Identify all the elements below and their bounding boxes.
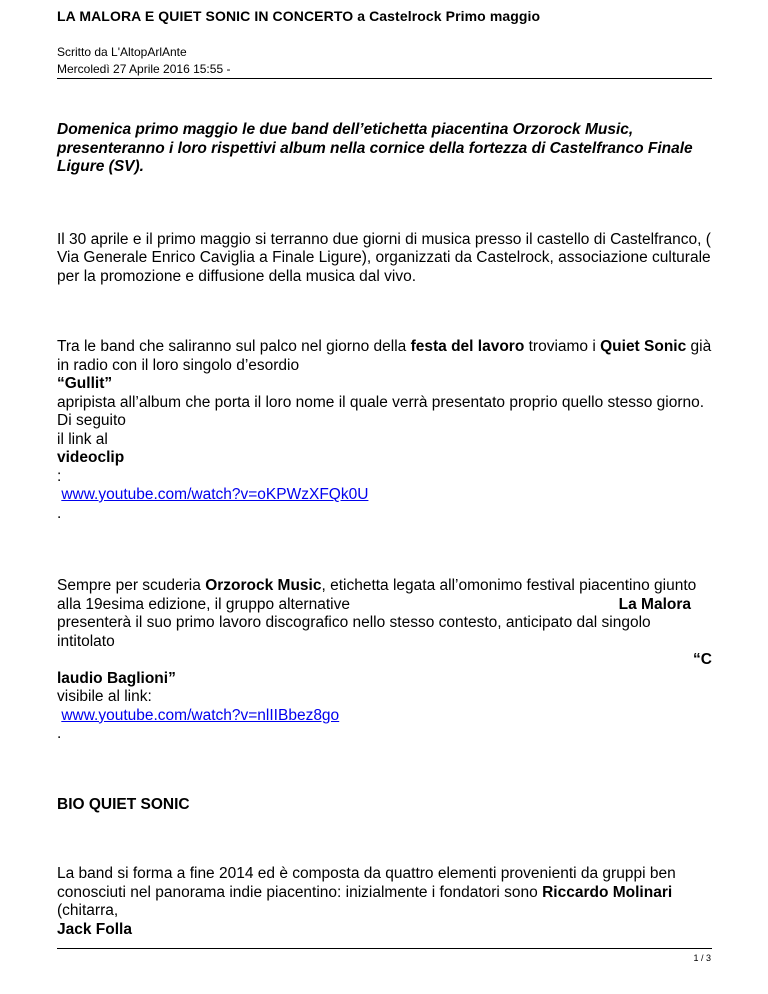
bold-quiet-sonic: Quiet Sonic [600, 338, 687, 355]
author-line: Scritto da L'AltopArlAnte [57, 45, 187, 59]
section-heading-bio: BIO QUIET SONIC [57, 795, 190, 813]
document-title: LA MALORA E QUIET SONIC IN CONCERTO a Castelrock Primo maggio [57, 8, 541, 24]
youtube-link-la-malora[interactable]: www.youtube.com/watch?v=nlIIBbez8go [61, 706, 340, 724]
page-number: 1 / 3 [693, 953, 711, 963]
bold-orzorock-music: Orzorock Music [205, 577, 322, 594]
bold-la-malora: La Malora [618, 595, 691, 613]
bold-jack-folla: Jack Folla [57, 920, 132, 938]
footer-divider [57, 948, 712, 949]
bold-claudio-start: “C [693, 651, 712, 668]
paragraph-4: La band si forma a fine 2014 ed è composta da quattro elementi provenienti da gruppi ben conosciuti nel panorama indie piacentino: inizialmente i fondatori sono Riccardo Molinari (chitarra, Jack Folla [57, 865, 676, 938]
header-divider [57, 78, 712, 79]
bold-claudio-end: laudio Baglioni” [57, 669, 176, 687]
paragraph-2: Tra le band che saliranno sul palco nel giorno della festa del lavoro troviamo i Quiet Sonic già in radio con il loro singolo d’esordio “Gullit” apripista all’album che porta il loro nome il quale verrà presentato proprio quello stesso giorno. Di seguito il link al videoclip : www.youtube.com/watch?v=oKPWzXFQk0U . [57, 338, 712, 522]
article-body [57, 121, 712, 939]
paragraph-1: Il 30 aprile e il primo maggio si terranno due giorni di musica presso il castello di Castelfranco, ( Via Generale Enrico Caviglia a Finale Ligure), organizzati da Castelrock, associazione culturale per la promozione e diffusione della musica dal vivo. [57, 230, 711, 285]
date-line: Mercoledì 27 Aprile 2016 15:55 - [57, 62, 231, 76]
youtube-link-quiet-sonic[interactable]: www.youtube.com/watch?v=oKPWzXFQk0U [61, 486, 369, 503]
document-meta [57, 44, 230, 78]
bold-videoclip: videoclip [57, 449, 125, 466]
paragraph-3: Sempre per scuderia Orzorock Music, etichetta legata all’omonimo festival piacentino giunto alla 19esima edizione, il gruppo alternative La Malora presenterà il suo primo lavoro discografico nello stesso contesto, anticipato dal singolo intitolato “C laudio Baglioni” visibile al link: www.youtube.com/watch?v=nlIIBbez8go . [57, 577, 712, 742]
bold-riccardo-molinari: Riccardo Molinari [542, 883, 673, 901]
bold-gullit: “Gullit” [57, 375, 113, 392]
bold-festa-del-lavoro: festa del lavoro [410, 338, 525, 355]
article-lead: Domenica primo maggio le due band dell’etichetta piacentina Orzorock Music, presenteranno i loro rispettivi album nella cornice della fortezza di Castelfranco Finale Ligure (SV). [57, 121, 693, 175]
